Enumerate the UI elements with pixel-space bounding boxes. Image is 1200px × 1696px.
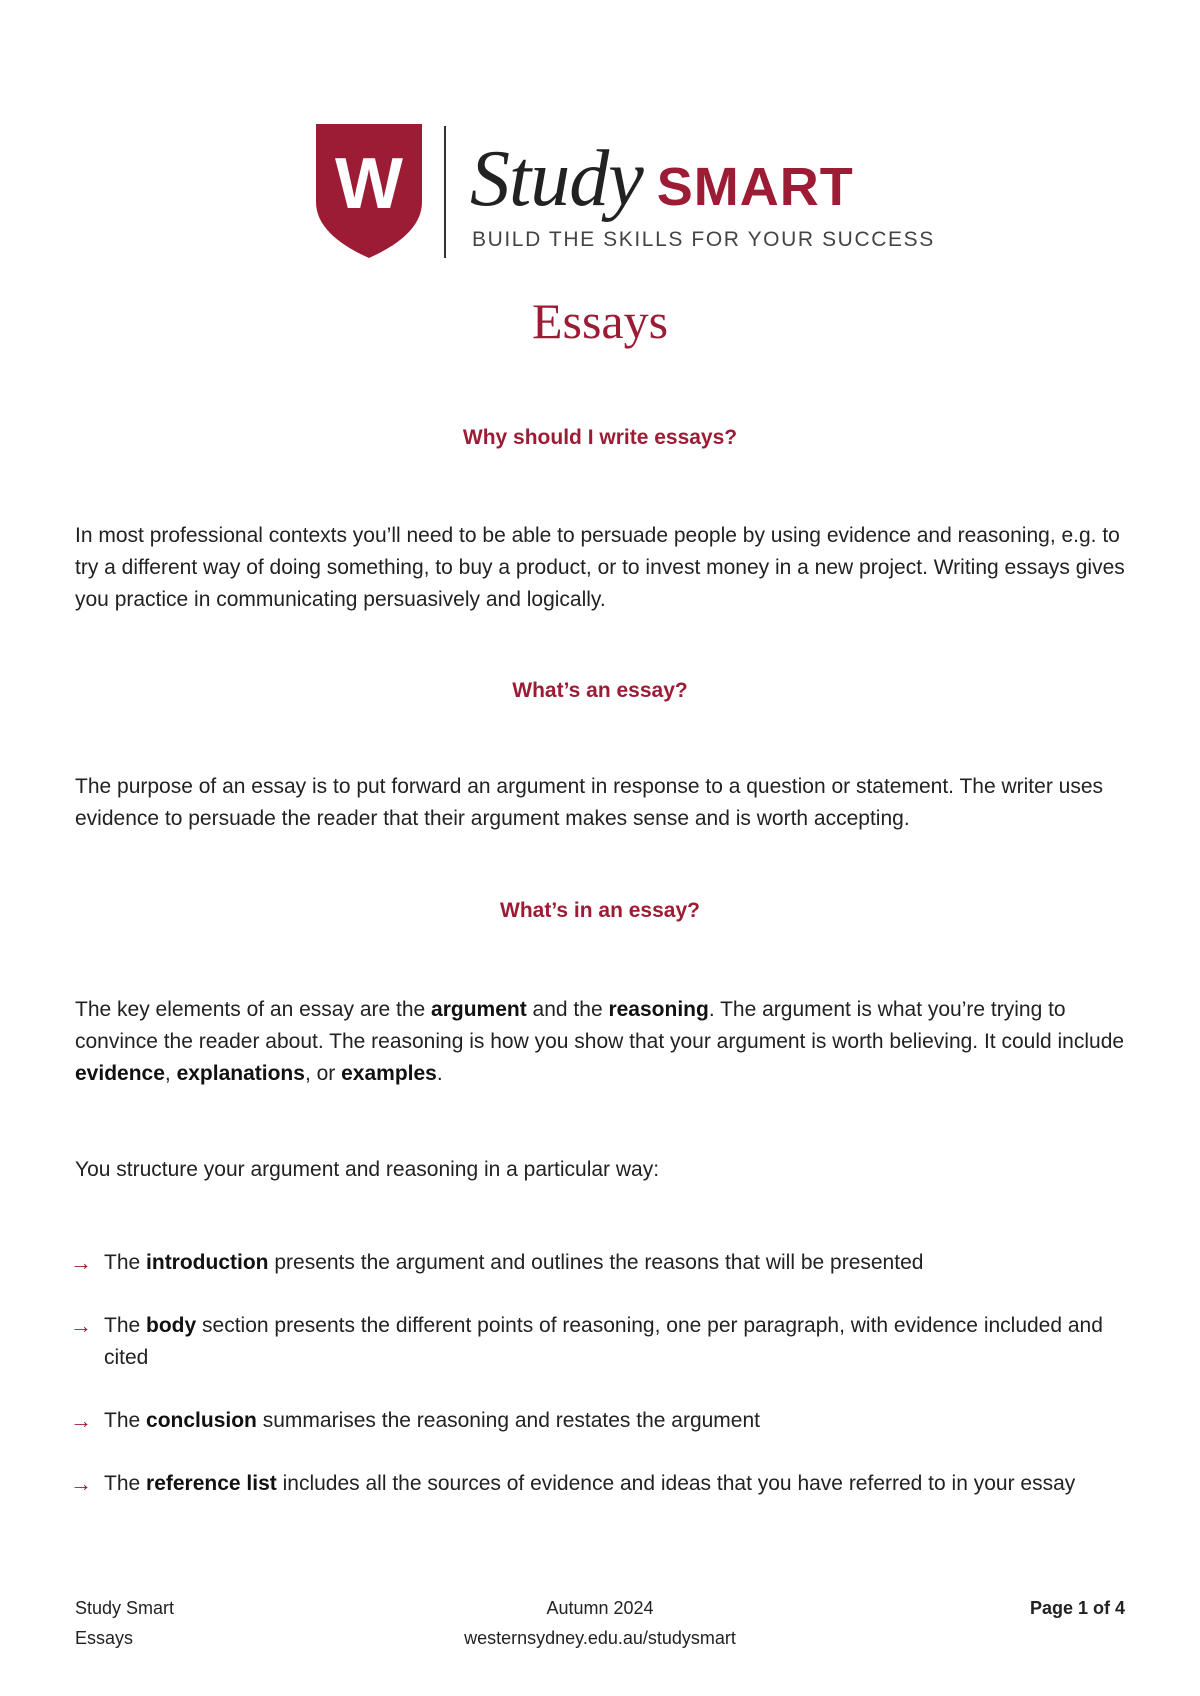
arrow-right-icon: → [70,1408,92,1433]
section-heading: Why should I write essays? [462,426,738,449]
logo-divider [444,126,446,258]
list-item: → The body section presents the different points of reasoning, one per paragraph, with evidence included and cited [70,1310,1150,1374]
footer-doc-title: Essays [75,1628,134,1648]
term-explanations: explanations [176,1062,305,1085]
page-footer [75,1593,1125,1663]
section-paragraph: In most professional contexts you’ll need to be able to persuade people by using evidence and reasoning, e.g. to try a different way of doing something, to buy a product, or to invest money in a new project. Writing essays gives you practice in communicating persuasively and logically. [75,524,1125,611]
footer-center [75,1593,1125,1653]
section-paragraph: The purpose of an essay is to put forward an argument in response to a question or statement. The writer uses evidence to persuade the reader that their argument makes sense and is worth accepting. [75,775,1104,830]
list-item: → The introduction presents the argument and outlines the reasons that will be presented [70,1247,1150,1279]
term-reasoning: reasoning [608,998,709,1021]
arrow-right-icon: → [70,1471,92,1496]
structure-list [70,1247,1150,1531]
footer-right [1030,1593,1125,1623]
study-smart-logo [316,124,935,262]
list-item: → The reference list includes all the sources of evidence and ideas that you have referred to in your essay [70,1468,1150,1500]
brand-smart: SMART [656,157,854,217]
logo-tagline: BUILD THE SKILLS FOR YOUR SUCCESS [472,228,935,251]
section-heading: What’s an essay? [512,679,688,702]
western-sydney-shield-icon [316,124,422,258]
logo-brand [470,134,854,225]
section-heading: What’s in an essay? [500,899,700,922]
page-title: Essays [531,293,669,349]
page-number: Page 1 of 4 [1029,1598,1125,1618]
section-paragraph: The key elements of an essay are the argument and the reasoning. The argument is what you’re trying to convince the reader about. The reasoning is how you show that your argument is worth believing. It could include evidence, explanations, or examples. [75,998,1125,1085]
footer-url[interactable]: westernsydney.edu.au/studysmart [464,1628,736,1648]
footer-doc-series: Study Smart [75,1598,175,1618]
svg-text:W: W [335,144,403,224]
arrow-right-icon: → [70,1250,92,1275]
structure-intro: You structure your argument and reasoning in a particular way: [75,1158,660,1181]
footer-edition: Autumn 2024 [546,1598,654,1618]
list-item: → The conclusion summarises the reasoning and restates the argument [70,1405,1150,1437]
term-argument: argument [431,998,527,1021]
arrow-right-icon: → [70,1313,92,1338]
term-examples: examples [341,1062,437,1085]
brand-study: Study [470,135,643,223]
term-evidence: evidence [75,1062,165,1085]
